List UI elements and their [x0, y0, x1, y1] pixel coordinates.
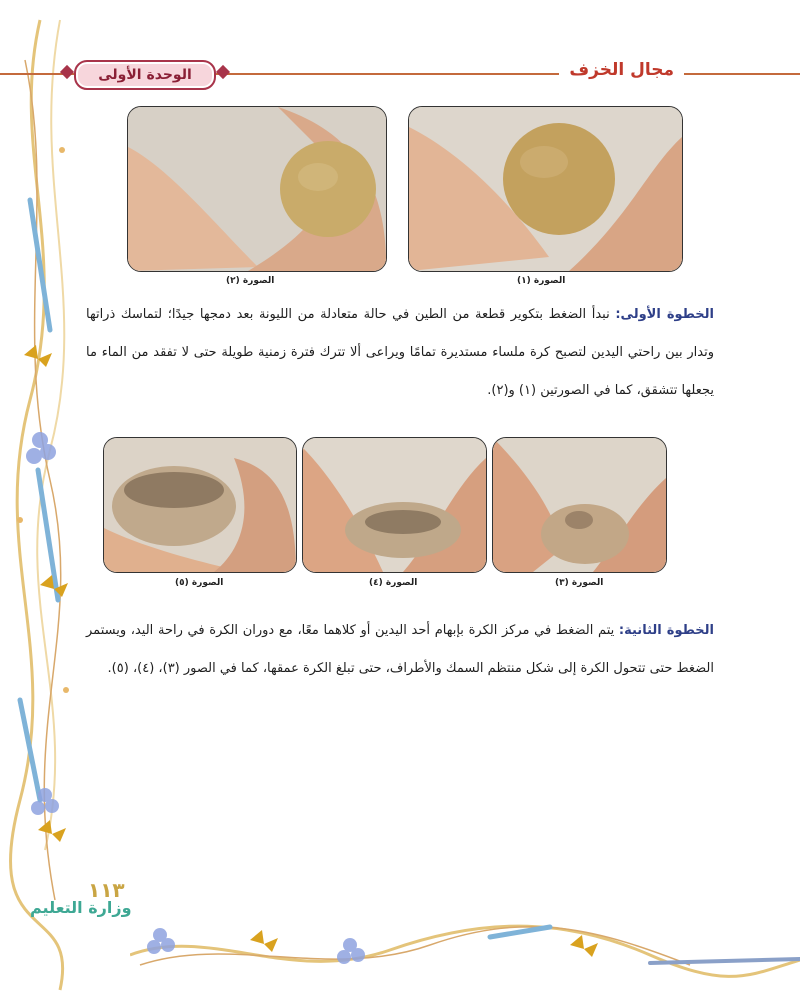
unit-badge — [74, 60, 216, 90]
butterfly-icon — [24, 345, 68, 842]
photo-3 — [492, 437, 667, 573]
step-1-paragraph — [86, 296, 714, 410]
photo-2 — [127, 106, 387, 272]
photo-3-caption: الصورة (٣) — [555, 578, 604, 588]
step-2-text: يتم الضغط في مركز الكرة بإبهام أحد اليدين أو كلاهما معًا، مع دوران الكرة في راحة اليد، ويستمر الضغط حتى تتحول الكرة إلى شكل منتظم السمك والأطراف، حتى تبلغ الكرة عمقها، كما في الصور (٣)، (٤)، (٥). — [86, 623, 714, 676]
butterfly-icon — [250, 930, 598, 957]
photo-4-caption: الصورة (٤) — [369, 578, 418, 588]
page-number: ١١٣ — [88, 878, 125, 902]
photo-5 — [103, 437, 297, 573]
photo-1-caption: الصورة (١) — [517, 276, 566, 286]
photo-4 — [302, 437, 487, 573]
ministry-logo-text: وزارة التعليم — [30, 898, 132, 917]
photo-2-caption: الصورة (٢) — [226, 276, 275, 286]
step-2-paragraph — [86, 612, 714, 688]
step-1-text: نبدأ الضغط بتكوير قطعة من الطين في حالة متعادلة من الليونة بعد دمجها جيدًا؛ لتماسك ذراتها وتدار بين راحتي اليدين لتصبح كرة ملساء مستديرة تمامًا ويراعى ألا تترك فترة زمنية طويلة حتى لا تفقد من الماء ما يجعلها تتشقق، كما في الصورتين (١) و(٢). — [86, 307, 714, 398]
photo-5-caption: الصورة (٥) — [175, 578, 224, 588]
decorative-border-bottom — [130, 915, 800, 985]
photo-1 — [408, 106, 683, 272]
step-2-label: الخطوة الثانية: — [618, 623, 714, 638]
unit-badge-label: الوحدة الأولى — [98, 67, 192, 83]
step-1-label: الخطوة الأولى: — [615, 307, 715, 322]
page-section-title: مجال الخزف — [559, 60, 684, 80]
header-ornament — [216, 65, 230, 79]
